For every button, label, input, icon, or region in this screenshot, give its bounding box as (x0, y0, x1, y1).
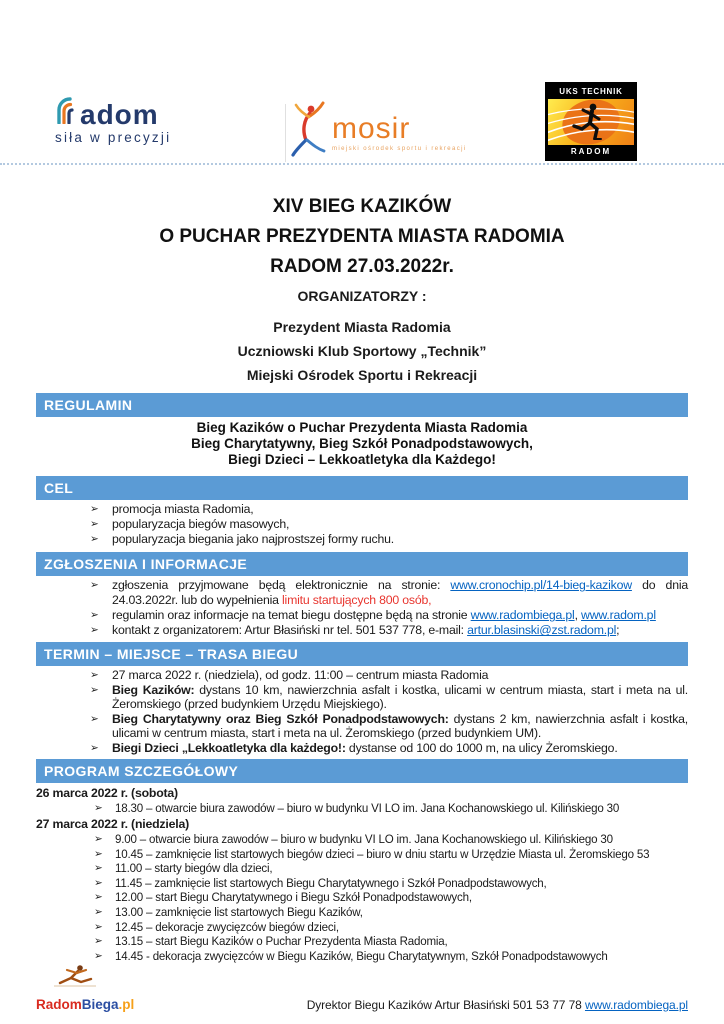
regulamin-subtitle (36, 420, 688, 468)
bullet-arrow-icon: ➢ (94, 876, 103, 889)
uks-emblem (548, 99, 634, 145)
bullet-item: ➢ zgłoszenia przyjmowane będą elektronicznie na stronie: www.cronochip.pl/14-bieg-kazikow do dnia 24.03.2022r. lub do wypełnienia limitu startujących 800 osób, (90, 578, 688, 608)
regulamin-line: Bieg Kazików o Puchar Prezydenta Miasta Radomia (196, 420, 528, 435)
uks-top-label: UKS TECHNIK (548, 85, 634, 99)
mosir-logo (285, 100, 467, 165)
program-date: 26 marca 2022 r. (sobota) (36, 786, 178, 801)
link-radom-pl[interactable]: www.radom.pl (581, 608, 656, 623)
section-header-program: PROGRAM SZCZEGÓŁOWY (36, 759, 688, 783)
organizers-list (0, 315, 724, 387)
link-cronochip[interactable]: www.cronochip.pl/14-bieg-kazikow (450, 578, 632, 593)
bullet-item: ➢ Biegi Dzieci „Lekkoatletyka dla każdego!: dystanse od 100 do 1000 m, na ulicy Żeromskiego. (90, 740, 618, 755)
uks-bottom-label: RADOM (548, 145, 634, 158)
program-item: ➢ 14.45 - dekoracja zwycięzców w Biegu Kazików, Biegu Charytatywnym, Szkół Ponadpodstawowych (94, 948, 608, 963)
uks-runner-icon (548, 99, 634, 145)
bullet-item: ➢ Bieg Kazików: dystans 10 km, nawierzchnia asfalt i kostka, ulicami w centrum miasta, start i meta na ul. Żeromskiego (przed budynkiem Urzędu Miejskiego). (90, 682, 688, 712)
bullet-arrow-icon: ➢ (94, 891, 103, 904)
section-header-zgloszenia: ZGŁOSZENIA I INFORMACJE (36, 552, 688, 576)
mosir-wordmark: mosir (332, 111, 411, 145)
bullet-item: ➢ regulamin oraz informacje na temat biegu dostępne będą na stronie www.radombiega.pl, www.radom.pl (90, 608, 656, 623)
mosir-figure-icon (290, 100, 326, 165)
bullet-arrow-icon: ➢ (90, 609, 99, 622)
zgloszenia-list (36, 578, 688, 638)
termin-list (36, 668, 688, 755)
bullet-arrow-icon: ➢ (90, 532, 99, 545)
header-logo-row (0, 0, 724, 163)
link-email[interactable]: artur.blasinski@zst.radom.pl (467, 623, 617, 638)
radombiega-logo (36, 963, 134, 1012)
bullet-item: ➢ promocja miasta Radomia, (90, 502, 254, 516)
mosir-divider (285, 104, 286, 162)
program-item: ➢ 11.00 – starty biegów dla dzieci, (94, 861, 273, 876)
radom-wordmark (55, 97, 171, 128)
radombiega-wordmark: RadomBiega.pl (36, 997, 135, 1012)
bullet-item: ➢ kontakt z organizatorem: Artur Błasiński nr tel. 501 537 778, e-mail: artur.blasinski@zst.radom.pl; (90, 623, 620, 638)
bullet-arrow-icon: ➢ (94, 949, 103, 962)
regulamin-line: Bieg Charytatywny, Bieg Szkół Ponadpodstawowych, (191, 436, 533, 451)
bullet-item: ➢ popularyzacja biegania jako najprostszej formy ruchu. (90, 531, 394, 546)
event-title (0, 192, 724, 282)
bullet-arrow-icon: ➢ (90, 669, 99, 682)
radom-logo (55, 97, 171, 145)
section-header-termin: TERMIN – MIEJSCE – TRASA BIEGU (36, 642, 688, 666)
organizer-item: Uczniowski Klub Sportowy „Technik” (237, 343, 487, 359)
link-radombiega[interactable]: www.radombiega.pl (470, 608, 575, 623)
bullet-arrow-icon: ➢ (94, 862, 103, 875)
bullet-arrow-icon: ➢ (94, 802, 103, 815)
bullet-arrow-icon: ➢ (90, 683, 99, 696)
bullet-item: ➢ 27 marca 2022 r. (niedziela), od godz. 11:00 – centrum miasta Radomia (90, 668, 489, 683)
bullet-arrow-icon: ➢ (94, 847, 103, 860)
radom-word-text: adom (80, 99, 159, 130)
program-block (36, 785, 688, 963)
radom-tagline: siła w precyzji (55, 130, 172, 145)
event-title-line3: RADOM 27.03.2022r. (270, 256, 454, 277)
program-item: ➢ 11.45 – zamknięcie list startowych Biegu Charytatywnego i Szkół Ponadpodstawowych, (94, 875, 547, 890)
bullet-arrow-icon: ➢ (94, 905, 103, 918)
organizers-heading: ORGANIZATORZY : (297, 288, 427, 304)
section-header-regulamin: REGULAMIN (36, 393, 688, 417)
event-title-line2: O PUCHAR PREZYDENTA MIASTA RADOMIA (159, 226, 565, 247)
program-date: 27 marca 2022 r. (niedziela) (36, 816, 189, 831)
program-item: ➢ 12.45 – dekoracje zwycięzców biegów dzieci, (94, 919, 339, 934)
bullet-arrow-icon: ➢ (90, 624, 99, 637)
regulamin-line: Biegi Dzieci – Lekkoatletyka dla Każdego! (228, 452, 496, 467)
bullet-arrow-icon: ➢ (94, 935, 103, 948)
program-item: ➢ 9.00 – otwarcie biura zawodów – biuro w budynku VI LO im. Jana Kochanowskiego ul. Kilińskiego 30 (94, 831, 613, 846)
bullet-arrow-icon: ➢ (90, 741, 99, 754)
footer (36, 963, 688, 1012)
bullet-item: ➢ popularyzacja biegów masowych, (90, 516, 290, 531)
bullet-arrow-icon: ➢ (90, 712, 99, 725)
bullet-arrow-icon: ➢ (94, 832, 103, 845)
cel-list (36, 502, 688, 546)
bullet-item: ➢ Bieg Charytatywny oraz Bieg Szkół Ponadpodstawowych: dystans 2 km, nawierzchnia asfalt i kostka, ulicami w centrum miasta, start i meta na ul. Żeromskiego (przed budynkiem UM). (90, 711, 688, 741)
program-item: ➢ 13.00 – zamknięcie list startowych Biegu Kazików, (94, 904, 363, 919)
uks-technik-logo (545, 82, 637, 161)
program-item: ➢ 18.30 – otwarcie biura zawodów – biuro w budynku VI LO im. Jana Kochanowskiego ul. Kilińskiego 30 (94, 801, 620, 816)
section-header-cel: CEL (36, 476, 688, 500)
organizer-item: Prezydent Miasta Radomia (273, 319, 451, 335)
organizer-item: Miejski Ośrodek Sportu i Rekreacji (246, 367, 478, 383)
footer-credit: Dyrektor Biegu Kazików Artur Błasiński 501 53 77 78 www.radombiega.pl (306, 998, 688, 1012)
program-item: ➢ 13.15 – start Biegu Kazików o Puchar Prezydenta Miasta Radomia, (94, 934, 448, 949)
program-item: ➢ 12.00 – start Biegu Charytatywnego i Biegu Szkół Ponadpodstawowych, (94, 890, 472, 905)
mosir-tagline: miejski ośrodek sportu i rekreacji (332, 145, 467, 152)
radom-r-arcs-icon (55, 97, 79, 128)
bullet-arrow-icon: ➢ (90, 517, 99, 530)
limit-alert-text: limitu startujących 800 osób, (282, 593, 432, 608)
bullet-arrow-icon: ➢ (90, 503, 99, 515)
bullet-arrow-icon: ➢ (94, 920, 103, 933)
radombiega-runner-icon (50, 963, 102, 998)
program-item: ➢ 10.45 – zamknięcie list startowych biegów dzieci – biuro w dniu startu w Urzędzie Miasta ul. Żeromskiego 53 (94, 846, 650, 861)
event-title-line1: XIV BIEG KAZIKÓW (272, 196, 452, 217)
bullet-arrow-icon: ➢ (90, 579, 99, 592)
footer-link-radombiega[interactable]: www.radombiega.pl (584, 998, 688, 1012)
